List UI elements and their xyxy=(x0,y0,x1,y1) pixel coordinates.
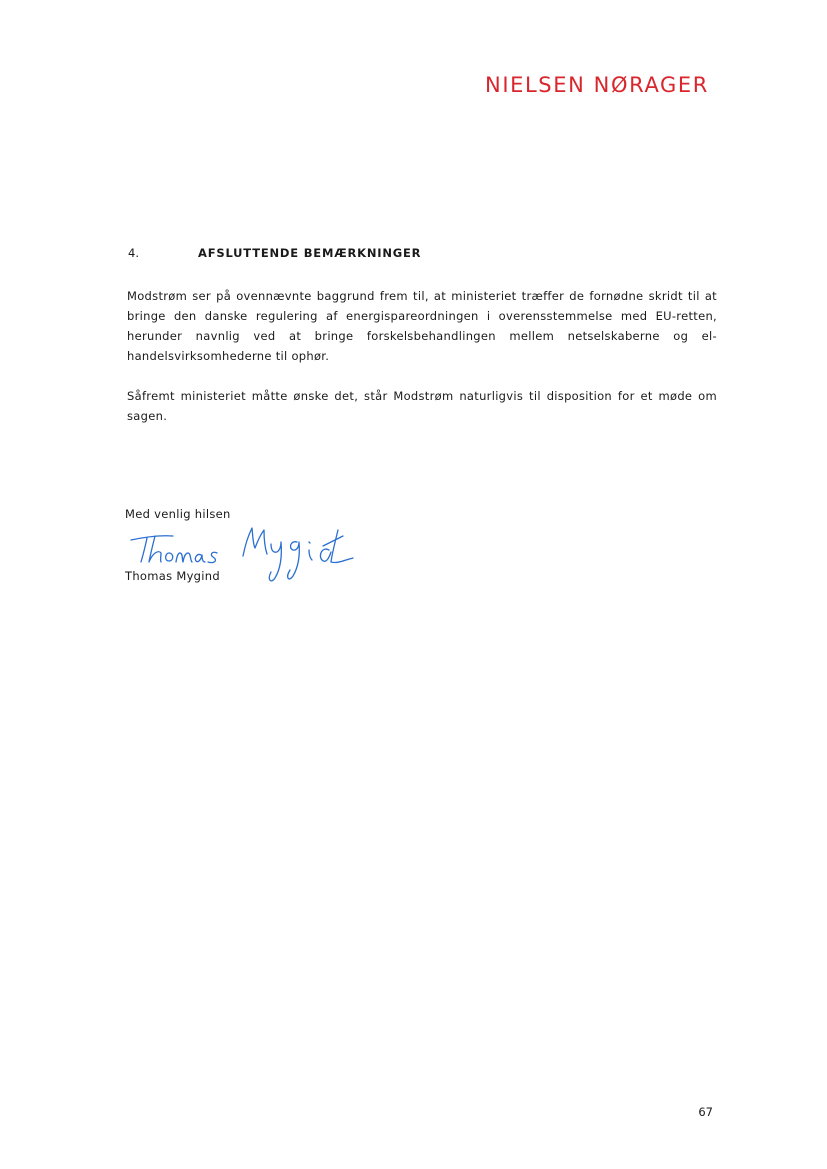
body-paragraph: Modstrøm ser på ovennævnte baggrund frem til, at ministeriet træffer de fornødne skridt til at bringe den danske regulering af energispareordningen i overensstemmelse med EU-retten, herunder navnlig ved at bringe forskelsbehandlingen mellem netselskaberne og el-handelsvirksomhederne til ophør. xyxy=(127,289,717,363)
body-paragraph: Såfremt ministeriet måtte ønske det, står Modstrøm naturligvis til disposition for et møde om sagen. xyxy=(127,389,717,423)
page-number: 67 xyxy=(698,1105,713,1119)
company-logo: NIELSEN NØRAGER xyxy=(485,73,709,97)
signer-name: Thomas Mygind xyxy=(125,569,220,583)
section-title: AFSLUTTENDE BEMÆRKNINGER xyxy=(198,246,422,260)
closing-greeting: Med venlig hilsen xyxy=(125,507,231,521)
section-heading xyxy=(128,246,421,260)
section-number: 4. xyxy=(128,246,139,260)
